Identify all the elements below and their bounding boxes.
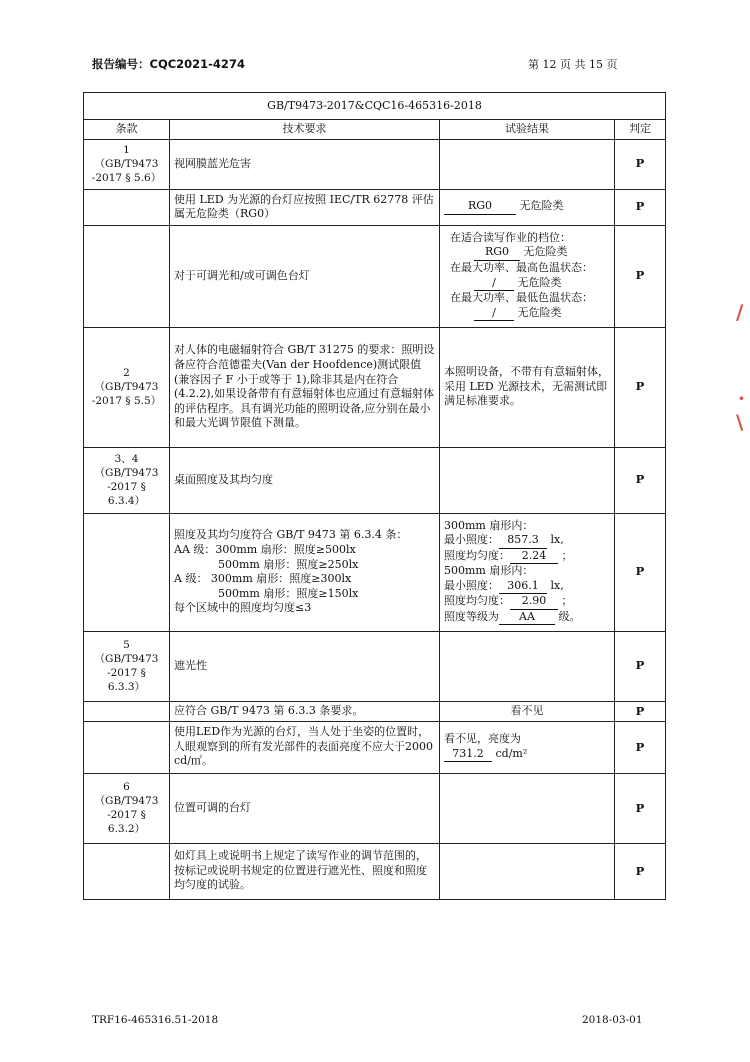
table-row (84, 189, 666, 225)
clause-cell (84, 721, 170, 773)
table-row (84, 843, 666, 899)
table-title-row (84, 93, 666, 120)
verdict-cell: P (615, 843, 666, 899)
verdict-cell: P (615, 721, 666, 773)
table-row (84, 721, 666, 773)
verdict-cell: P (615, 513, 666, 631)
seal-stamp-fragment: \ (736, 410, 744, 434)
result-cell (440, 139, 615, 189)
clause-cell: 6 （GB/T9473 -2017 § 6.3.2） (84, 773, 170, 843)
table-row (84, 773, 666, 843)
requirement-cell: 如灯具上或说明书上规定了读写作业的调节范围的，按标记或说明书规定的位置进行遮光性、照度和照度均匀度的试验。 (170, 843, 440, 899)
report-number: 报告编号：CQC2021-4274 (92, 57, 245, 71)
verdict-cell: P (615, 701, 666, 721)
result-cell: 300mm 扇形内： 最小照度： 857.3 lx, 照度均匀度： 2.24 ； 500mm 扇形内： 最小照度： 306.1 lx, 照度均匀度： 2.90 ； 照度等级为 AA 级。 (440, 513, 615, 631)
verdict-cell: P (615, 189, 666, 225)
table-row (84, 701, 666, 721)
requirement-cell: 使用 LED 为光源的台灯应按照 IEC/TR 62778 评估属无危险类（RG0） (170, 189, 440, 225)
clause-cell: 3、4 （GB/T9473 -2017 § 6.3.4） (84, 447, 170, 513)
clause-cell: 1 （GB/T9473 -2017 § 5.6） (84, 139, 170, 189)
test-results-table (83, 92, 666, 900)
column-header-clause: 条款 (84, 120, 170, 140)
seal-stamp-fragment: · (738, 386, 745, 410)
table-row (84, 513, 666, 631)
result-cell: 看不见 (440, 701, 615, 721)
verdict-cell: P (615, 631, 666, 701)
result-cell (440, 843, 615, 899)
requirement-cell: 照度及其均匀度符合 GB/T 9473 第 6.3.4 条： AA 级：300mm 扇形：照度≥500lx 500mm 扇形：照度≥250lx A 级： 300mm 扇形：照度≥300lx 500mm 扇形：照度≥150lx 每个区域中的照度均匀度≤3 (170, 513, 440, 631)
result-cell: 看不见，亮度为 731.2 cd/m² (440, 721, 615, 773)
clause-cell (84, 843, 170, 899)
table-title: GB/T9473-2017&CQC16-465316-2018 (84, 93, 666, 120)
table-row (84, 327, 666, 447)
form-code: TRF16-465316.51-2018 (92, 1014, 219, 1026)
requirement-cell: 遮光性 (170, 631, 440, 701)
column-header-result: 试验结果 (440, 120, 615, 140)
clause-cell (84, 513, 170, 631)
requirement-cell: 对人体的电磁辐射符合 GB/T 31275 的要求：照明设备应符合范德霍夫(Van der Hoofdence)测试限值(兼容因子 F 小于或等于 1),除非其是内在符合(4.2.2),如果设备带有有意辐射体也应通过有意辐射体的评估程序。具有调光功能的照明设备,应分别在最小和最大光调节限值下测量。 (170, 327, 440, 447)
clause-cell (84, 189, 170, 225)
result-cell (440, 631, 615, 701)
requirement-cell: 位置可调的台灯 (170, 773, 440, 843)
clause-cell (84, 225, 170, 327)
seal-stamp-fragment: ∕ (736, 300, 744, 324)
verdict-cell: P (615, 447, 666, 513)
verdict-cell: P (615, 327, 666, 447)
column-header-verdict: 判定 (615, 120, 666, 140)
table-row (84, 139, 666, 189)
form-date: 2018-03-01 (582, 1014, 643, 1026)
result-cell: 在适合读写作业的档位： RG0 无危险类 在最大功率、最高色温状态： / 无危险类 在最大功率、最低色温状态： / 无危险类 (440, 225, 615, 327)
verdict-cell: P (615, 225, 666, 327)
page-number: 第 12 页 共 15 页 (528, 58, 618, 71)
result-cell: 本照明设备，不带有有意辐射体，采用 LED 光源技术，无需测试即满足标准要求。 (440, 327, 615, 447)
requirement-cell: 桌面照度及其均匀度 (170, 447, 440, 513)
clause-cell: 5 （GB/T9473 -2017 § 6.3.3） (84, 631, 170, 701)
result-cell: RG0 无危险类 (440, 189, 615, 225)
requirement-cell: 应符合 GB/T 9473 第 6.3.3 条要求。 (170, 701, 440, 721)
verdict-cell: P (615, 773, 666, 843)
table-row (84, 225, 666, 327)
column-header-requirement: 技术要求 (170, 120, 440, 140)
table-row (84, 447, 666, 513)
requirement-cell: 视网膜蓝光危害 (170, 139, 440, 189)
clause-cell: 2 （GB/T9473 -2017 § 5.5） (84, 327, 170, 447)
verdict-cell: P (615, 139, 666, 189)
table-row (84, 631, 666, 701)
requirement-cell: 使用LED作为光源的台灯，当人处于坐姿的位置时，人眼观察到的所有发光部件的表面亮度不应大于2000 cd/㎡。 (170, 721, 440, 773)
result-cell (440, 447, 615, 513)
requirement-cell: 对于可调光和/或可调色台灯 (170, 225, 440, 327)
table-header-row (84, 120, 666, 140)
result-cell (440, 773, 615, 843)
clause-cell (84, 701, 170, 721)
